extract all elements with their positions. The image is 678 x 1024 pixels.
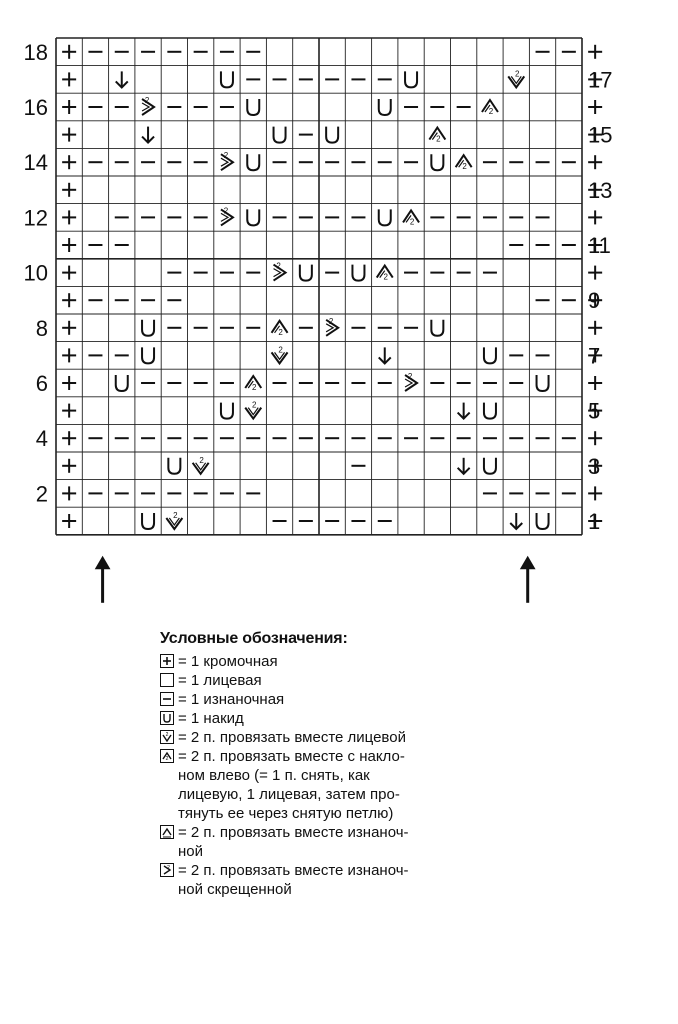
svg-text:2: 2 xyxy=(252,400,257,410)
svg-text:2: 2 xyxy=(252,383,257,392)
row-number-right: 13 xyxy=(588,177,613,203)
legend-text: ной скрещенной xyxy=(178,881,292,898)
svg-text:2: 2 xyxy=(436,134,441,144)
edge-stitch-symbol xyxy=(62,486,76,500)
legend-item-ssk xyxy=(160,747,560,823)
legend-item-knit xyxy=(160,671,560,690)
p2tog-tbl-icon xyxy=(160,863,174,877)
legend-text: = 2 п. провязать вместе лицевой xyxy=(178,729,406,746)
edge-stitch-symbol xyxy=(62,183,76,197)
yarn-over-symbol xyxy=(537,375,549,391)
edge-stitch-symbol xyxy=(62,514,76,528)
yarn-over-symbol xyxy=(431,154,443,170)
yarn-over-symbol xyxy=(116,375,128,391)
yarn-over-symbol xyxy=(142,347,154,363)
legend-text: лицевую, 1 лицевая, затем про- xyxy=(178,786,400,803)
svg-text:2: 2 xyxy=(328,316,334,326)
yarn-over-symbol xyxy=(379,209,391,225)
edge-stitch-symbol xyxy=(588,45,602,59)
arrow-up-left-icon xyxy=(96,557,110,603)
edge-stitch-symbol xyxy=(62,404,76,418)
yarn-over-symbol xyxy=(484,403,496,419)
edge-stitch-symbol xyxy=(62,321,76,335)
svg-text:2: 2 xyxy=(407,372,413,381)
legend-text: = 1 кромочная xyxy=(178,653,278,670)
ssk-symbol xyxy=(272,321,288,337)
yarn-over-symbol xyxy=(221,403,233,419)
k2tog-symbol xyxy=(272,345,288,363)
k2tog-arrow-symbol xyxy=(458,458,470,474)
yarn-over-symbol xyxy=(247,99,259,115)
legend-item-k2tog xyxy=(160,728,560,747)
row-number-left: 12 xyxy=(23,205,48,231)
row-number-right: 11 xyxy=(588,233,611,258)
yarn-over-symbol xyxy=(537,513,549,529)
legend-text: ной xyxy=(178,843,204,860)
legend-text: = 1 изнаночная xyxy=(178,691,285,708)
p2tog-tbl-symbol xyxy=(221,151,233,170)
yarn-over-symbol xyxy=(300,265,312,281)
svg-text:2: 2 xyxy=(488,107,494,116)
svg-text:2: 2 xyxy=(383,272,388,282)
k2tog-symbol xyxy=(166,511,182,529)
legend-title: Условные обозначения: xyxy=(160,630,348,647)
ssk-symbol xyxy=(377,266,393,282)
p2tog-tbl-symbol xyxy=(221,206,233,225)
k2tog-symbol xyxy=(245,401,261,419)
edge-stitch-symbol xyxy=(588,155,602,169)
k2tog-arrow-symbol xyxy=(379,347,391,363)
p2tog-tbl-symbol xyxy=(326,317,338,336)
edge-stitch-symbol xyxy=(588,486,602,500)
legend xyxy=(160,630,560,899)
ssk-symbol xyxy=(429,128,445,144)
legend-text: = 2 п. провязать вместе изнаноч- xyxy=(178,824,409,841)
row-number-left: 6 xyxy=(35,371,48,396)
p2tog-tbl-symbol xyxy=(142,96,154,115)
yarn-over-symbol xyxy=(379,99,391,115)
edge-stitch-symbol xyxy=(62,45,76,59)
legend-text: тянуть ее через снятую петлю) xyxy=(178,805,394,822)
edge-stitch-symbol xyxy=(62,293,76,307)
yarn-over-symbol xyxy=(247,209,259,225)
yarn-over-symbol xyxy=(431,320,443,336)
ssk-symbol xyxy=(456,155,472,171)
arrow-up-right-icon xyxy=(521,557,535,603)
legend-text: = 2 п. провязать вместе изнаноч- xyxy=(178,862,409,879)
svg-text:2: 2 xyxy=(462,162,467,172)
row-number-right: 1 xyxy=(588,509,601,534)
edge-stitch-symbol xyxy=(62,431,76,445)
legend-text: = 2 п. провязать вместе с накло- xyxy=(178,748,405,765)
yarn-over-symbol xyxy=(274,127,286,143)
row-number-left: 14 xyxy=(23,150,48,176)
edge-stitch-symbol xyxy=(588,210,602,224)
yarn-over-symbol xyxy=(168,458,180,474)
p2tog-tbl-symbol xyxy=(405,372,417,391)
k2tog-arrow-symbol xyxy=(142,127,154,143)
row-number-left: 4 xyxy=(35,426,48,452)
svg-text:2: 2 xyxy=(165,732,169,738)
k2tog-symbol xyxy=(193,456,209,474)
yarn-over-symbol xyxy=(142,320,154,336)
k2tog-arrow-symbol xyxy=(116,71,128,87)
svg-text:2: 2 xyxy=(278,345,283,355)
svg-text:2: 2 xyxy=(276,261,281,271)
ssk-symbol xyxy=(403,210,419,226)
legend-item-yarn-over xyxy=(160,709,560,728)
svg-text:2: 2 xyxy=(173,511,178,520)
yarn-over-symbol xyxy=(326,127,338,143)
svg-text:2: 2 xyxy=(223,206,229,216)
edge-stitch-symbol xyxy=(62,459,76,473)
yarn-over-symbol xyxy=(484,347,496,363)
row-number-left: 10 xyxy=(23,260,48,286)
chart-grid xyxy=(56,38,582,535)
edge-stitch-symbol xyxy=(62,128,76,142)
yarn-over-symbol xyxy=(352,265,364,281)
row-number-left: 16 xyxy=(23,95,48,120)
legend-text: ном влево (= 1 п. снять, как xyxy=(178,767,370,784)
edge-stitch-symbol xyxy=(62,238,76,252)
k2tog-arrow-symbol xyxy=(510,513,522,529)
row-number-right: 9 xyxy=(588,288,601,314)
edge-stitch-symbol xyxy=(62,155,76,169)
repeat-arrows xyxy=(96,557,535,603)
svg-text:2: 2 xyxy=(223,151,229,161)
row-number-right: 17 xyxy=(588,67,613,93)
yarn-over-symbol xyxy=(221,71,233,87)
svg-text:2: 2 xyxy=(144,96,150,105)
edge-stitch-symbol xyxy=(62,72,76,86)
k2tog-arrow-symbol xyxy=(458,403,470,419)
legend-item-purl xyxy=(160,690,560,709)
edge-stitch-symbol xyxy=(588,431,602,445)
row-number-right: 7 xyxy=(588,343,601,369)
k2tog-symbol xyxy=(508,69,524,87)
edge-stitch-symbol xyxy=(62,210,76,224)
legend-text: = 1 лицевая xyxy=(178,672,262,689)
edge-stitch-symbol xyxy=(588,266,602,280)
knit-stitch-icon xyxy=(160,673,174,687)
edge-stitch-symbol xyxy=(588,321,602,335)
ssk-symbol xyxy=(482,100,498,116)
purl-stitch-icon xyxy=(160,692,174,706)
row-number-right: 3 xyxy=(588,453,601,479)
svg-text:2: 2 xyxy=(515,69,520,79)
row-number-right: 15 xyxy=(588,122,613,148)
svg-text:2: 2 xyxy=(199,455,204,465)
chart-symbols xyxy=(62,45,602,529)
legend-item-edge xyxy=(160,652,560,671)
yarn-over-symbol xyxy=(142,513,154,529)
edge-stitch-symbol xyxy=(62,348,76,362)
svg-text:2: 2 xyxy=(278,327,283,337)
yarn-over-symbol xyxy=(484,458,496,474)
legend-item-p2tog xyxy=(160,823,560,861)
edge-stitch-symbol xyxy=(62,100,76,114)
yarn-over-icon xyxy=(160,711,174,725)
svg-text:2: 2 xyxy=(409,217,415,227)
row-numbers xyxy=(24,40,613,534)
row-number-left: 2 xyxy=(35,481,48,507)
yarn-over-symbol xyxy=(405,71,417,87)
p2tog-tbl-symbol xyxy=(274,262,286,281)
edge-stitch-symbol xyxy=(588,100,602,114)
edge-stitch-symbol xyxy=(62,266,76,280)
ssk-icon xyxy=(160,749,174,763)
legend-item-p2tog-tbl xyxy=(160,861,560,899)
svg-text:2: 2 xyxy=(167,865,170,871)
edge-stitch-symbol xyxy=(588,376,602,390)
yarn-over-symbol xyxy=(247,154,259,170)
row-number-right: 5 xyxy=(588,398,601,424)
row-number-left: 18 xyxy=(23,39,48,65)
edge-stitch-icon xyxy=(160,654,174,668)
k2tog-icon xyxy=(160,730,174,744)
svg-text:2: 2 xyxy=(165,756,169,762)
p2tog-icon xyxy=(160,825,174,839)
row-number-left: 8 xyxy=(35,315,48,341)
legend-text: = 1 накид xyxy=(178,710,244,727)
ssk-symbol xyxy=(245,376,261,392)
edge-stitch-symbol xyxy=(62,376,76,390)
